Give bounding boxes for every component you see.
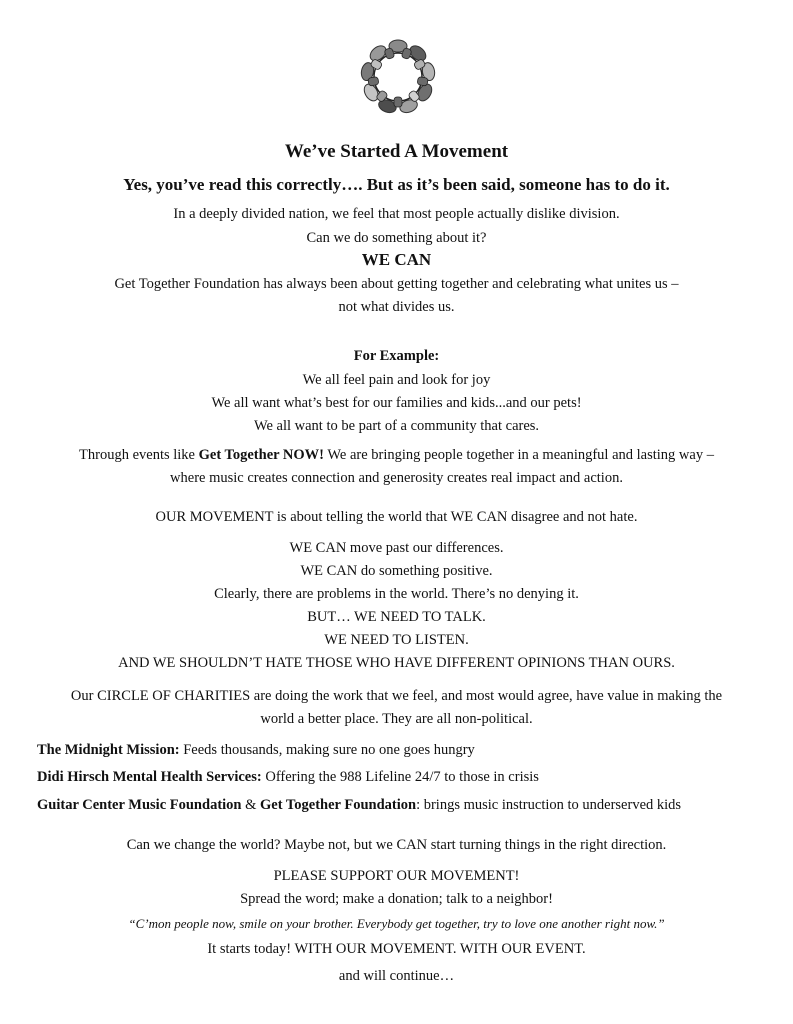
we-can-line-1: WE CAN move past our differences. — [289, 540, 504, 556]
events-text-pre: Through events like — [79, 447, 199, 463]
we-can-heading: WE CAN — [361, 250, 432, 269]
event-name: Get Together NOW! — [198, 447, 325, 463]
we-can-line-3: Clearly, there are problems in the world. There’s no denying it. — [214, 586, 579, 602]
intro-line-2: Can we do something about it? — [306, 230, 487, 246]
page-title: We’ve Started A Movement — [284, 141, 509, 162]
circle-line-2: world a better place. They are all non-political. — [260, 711, 533, 727]
charity-name: Guitar Center Music Foundation — [37, 797, 242, 813]
we-can-line-5: WE NEED TO LISTEN. — [324, 632, 469, 648]
song-quote: “C’mon people now, smile on your brother. Everybody get together, try to love one another right now.” — [128, 916, 665, 931]
starts-today-line: It starts today! WITH OUR MOVEMENT. WITH OUR EVENT. — [207, 941, 586, 957]
charity-desc: Offering the 988 Lifeline 24/7 to those in crisis — [261, 769, 539, 785]
circle-of-hands-icon — [357, 36, 439, 118]
events-text-post: We are bringing people together in a meaningful and lasting way – — [324, 447, 714, 463]
example-heading: For Example: — [353, 348, 440, 364]
charity-item-midnight-mission — [37, 741, 475, 759]
circle-line-1: Our CIRCLE OF CHARITIES are doing the work that we feel, and most would agree, have value in making the — [70, 688, 723, 704]
charity-name: The Midnight Mission: — [37, 742, 180, 758]
support-line-1: PLEASE SUPPORT OUR MOVEMENT! — [273, 868, 520, 884]
change-statement: Can we change the world? Maybe not, but we CAN start turning things in the right direction. — [126, 837, 667, 853]
intro-line-1: In a deeply divided nation, we feel that most people actually dislike division. — [173, 206, 620, 222]
support-line-2: Spread the word; make a donation; talk to a neighbor! — [240, 891, 553, 907]
page-subtitle: Yes, you’ve read this correctly…. But as it’s been said, someone has to do it. — [123, 175, 670, 194]
about-line-1: Get Together Foundation has always been about getting together and celebrating what unites us – — [114, 276, 679, 292]
continue-line: and will continue… — [338, 968, 455, 984]
about-line-2: not what divides us. — [338, 299, 455, 315]
we-can-line-2: WE CAN do something positive. — [300, 563, 493, 579]
charity-name: Get Together Foundation — [260, 797, 417, 813]
charity-name: Didi Hirsch Mental Health Services: — [37, 769, 262, 785]
example-line-2: We all want what’s best for our families and kids...and our pets! — [211, 395, 582, 411]
movement-statement: OUR MOVEMENT is about telling the world that WE CAN disagree and not hate. — [155, 509, 638, 525]
charity-item-didi-hirsch — [37, 768, 539, 786]
example-line-3: We all want to be part of a community that cares. — [253, 418, 540, 434]
charity-amp: & — [241, 797, 261, 813]
events-line-2: where music creates connection and generosity creates real impact and action. — [170, 470, 623, 486]
we-can-line-6: AND WE SHOULDN’T HATE THOSE WHO HAVE DIFFERENT OPINIONS THAN OURS. — [118, 655, 675, 671]
charity-desc: Feeds thousands, making sure no one goes hungry — [179, 742, 475, 758]
charity-item-guitar-center — [37, 796, 681, 814]
events-line-1 — [0, 446, 793, 464]
example-line-1: We all feel pain and look for joy — [302, 372, 491, 388]
charity-desc: : brings music instruction to underserved kids — [416, 797, 682, 813]
we-can-line-4: BUT… WE NEED TO TALK. — [307, 609, 486, 625]
